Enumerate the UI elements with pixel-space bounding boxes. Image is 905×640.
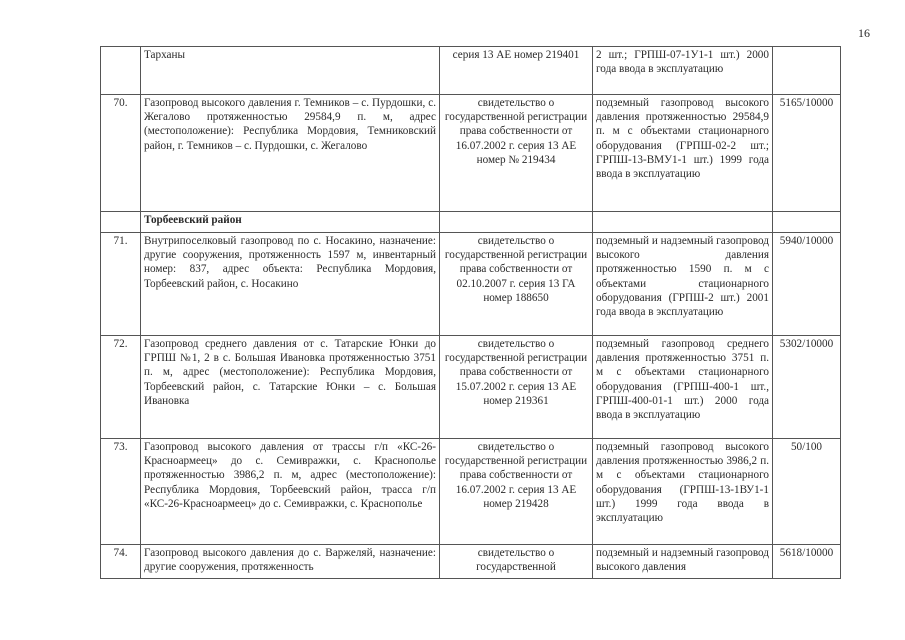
section-row xyxy=(101,212,841,233)
registration-certificate: свидетельство о государственной регистрации права собственности от 16.07.2002 г. серия 13 АЕ номер 219428 xyxy=(440,439,593,545)
table-row xyxy=(101,233,841,336)
object-description: Газопровод среднего давления от с. Татарские Юнки до ГРПШ №1, 2 в с. Большая Ивановка протяженностью 3751 п. м, адрес (местоположение): Республика Мордовия, Торбеевский район, с. Татарские Юнки – с. Большая Ивановка xyxy=(141,336,440,439)
ownership-share xyxy=(773,47,841,95)
object-description: Внутрипоселковый газопровод по с. Носакино, назначение: другие сооружения, протяженность 1597 м, инвентарный номер: 837, адрес объекта: Республика Мордовия, Торбеевский район, с. Носакино xyxy=(141,233,440,336)
section-title: Торбеевский район xyxy=(141,212,440,233)
object-characteristics: 2 шт.; ГРПШ-07-1У1-1 шт.) 2000 года ввода в эксплуатацию xyxy=(593,47,773,95)
object-characteristics: подземный газопровод высокого давления протяженностью 29584,9 п. м с объектами стационарного оборудования (ГРПШ-02-2 шт.; ГРПШ-13-ВМУ1-1 шт.) 1999 года ввода в эксплуатацию xyxy=(593,95,773,212)
object-description: Газопровод высокого давления г. Темников – с. Пурдошки, с. Жегалово протяженностью 29584,9 п. м, адрес (местоположение): Республика Мордовия, Темниковский район, г. Темников – с. Пурдошки, с. Жегалово xyxy=(141,95,440,212)
object-description: Газопровод высокого давления до с. Варжеляй, назначение: другие сооружения, протяженность xyxy=(141,545,440,579)
registration-certificate: серия 13 АЕ номер 219401 xyxy=(440,47,593,95)
row-number: 72. xyxy=(101,336,141,439)
row-number xyxy=(101,47,141,95)
registration-certificate: свидетельство о государственной регистрации права собственности от 02.10.2007 г. серия 13 ГА номер 188650 xyxy=(440,233,593,336)
page-number: 16 xyxy=(858,26,870,40)
ownership-share: 5165/10000 xyxy=(773,95,841,212)
object-characteristics: подземный и надземный газопровод высокого давления протяженностью 1590 п. м с объектами стационарного оборудования (ГРПШ-2 шт.) 2001 года ввода в эксплуатацию xyxy=(593,233,773,336)
ownership-share: 5618/10000 xyxy=(773,545,841,579)
registration-certificate: свидетельство о государственной xyxy=(440,545,593,579)
registration-certificate: свидетельство о государственной регистрации права собственности от 15.07.2002 г. серия 13 АЕ номер 219361 xyxy=(440,336,593,439)
object-characteristics: подземный и надземный газопровод высокого давления xyxy=(593,545,773,579)
object-characteristics: подземный газопровод высокого давления протяженностью 3986,2 п. м с объектами стационарного оборудования (ГРПШ-13-1ВУ1-1 шт.) 1999 года ввода в эксплуатацию xyxy=(593,439,773,545)
table-row xyxy=(101,47,841,95)
row-number: 73. xyxy=(101,439,141,545)
row-number: 71. xyxy=(101,233,141,336)
ownership-share: 5302/10000 xyxy=(773,336,841,439)
object-characteristics: подземный газопровод среднего давления протяженностью 3751 п. м с объектами стационарного оборудования (ГРПШ-400-1 шт., ГРПШ-400-01-1 шт.) 2000 года ввода в эксплуатацию xyxy=(593,336,773,439)
property-table xyxy=(100,46,841,579)
object-description: Газопровод высокого давления от трассы г/п «КС-26-Красноармеец» до с. Семивражки, с. Краснополье протяженностью 3986,2 п. м, адрес (местоположение): Республика Мордовия, Торбеевский район, трасса г/п «КС-26-Красноармеец» до с. Семивражки, с. Краснополье xyxy=(141,439,440,545)
table-row xyxy=(101,545,841,579)
object-description: Тарханы xyxy=(141,47,440,95)
registration-certificate: свидетельство о государственной регистрации права собственности от 16.07.2002 г. серия 13 АЕ номер № 219434 xyxy=(440,95,593,212)
table-row xyxy=(101,336,841,439)
ownership-share: 50/100 xyxy=(773,439,841,545)
row-number: 70. xyxy=(101,95,141,212)
table-row xyxy=(101,95,841,212)
table-row xyxy=(101,439,841,545)
row-number: 74. xyxy=(101,545,141,579)
ownership-share: 5940/10000 xyxy=(773,233,841,336)
